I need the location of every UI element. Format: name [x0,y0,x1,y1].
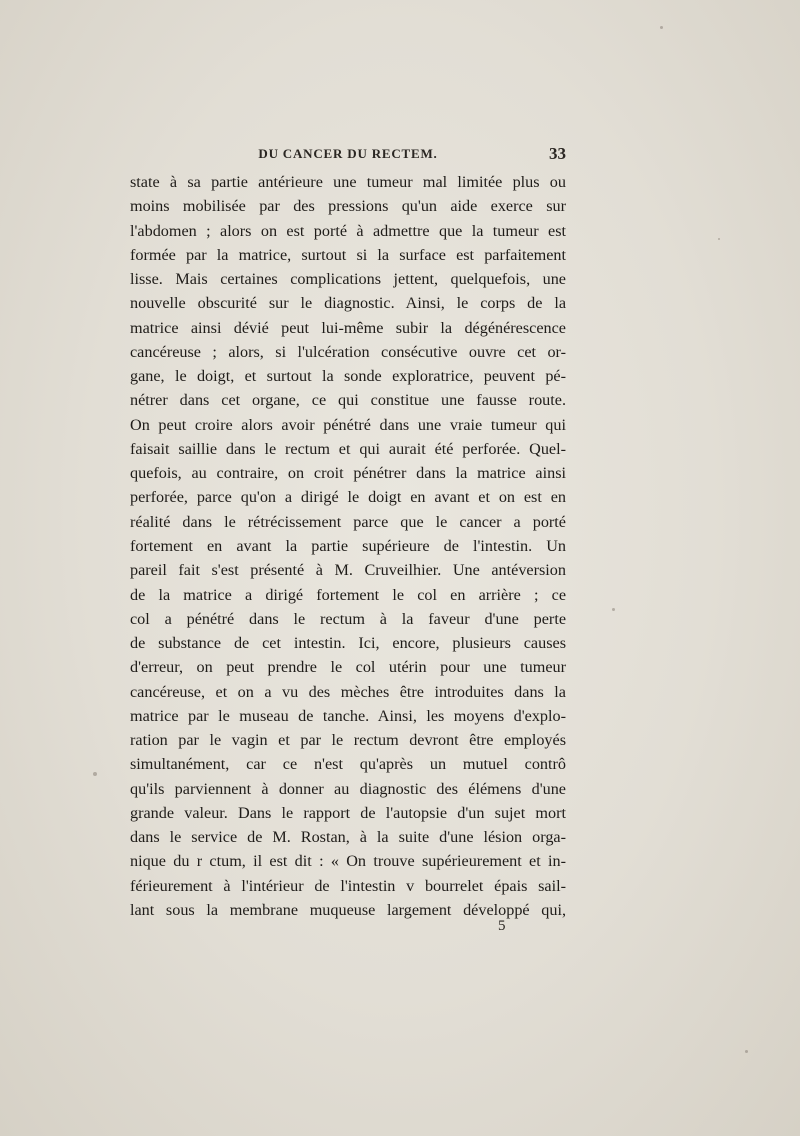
text-line: d'erreur, on peut prendre le col utérin pour une tumeur [130,658,566,677]
signature-mark: 5 [498,918,506,934]
paper-speck [745,1050,748,1053]
text-line: réalité dans le rétrécissement parce que le cancer a porté [130,512,566,531]
text-line: state à sa partie antérieure une tumeur mal limitée plus ou [130,173,566,191]
text-line: matrice par le museau de tanche. Ainsi, les moyens d'explo- [130,706,566,725]
text-line: perforée, parce qu'on a dirigé le doigt en avant et on est en [130,488,566,507]
running-title: DU CANCER DU RECTEM. [258,146,438,161]
page-number: 33 [549,144,566,163]
text-line: ration par le vagin et par le rectum devront être employés [130,731,566,750]
text-line: simultanément, car ce n'est qu'après un mutuel contrô [130,755,566,774]
text-line: fortement en avant la partie supérieure de l'intestin. Un [130,536,566,555]
text-line: lant sous la membrane muqueuse largement développé qui, [130,900,566,919]
running-head [130,146,566,164]
text-line: férieurement à l'intérieur de l'intestin v bourrelet épais sail- [130,876,566,895]
text-line: cancéreuse, et on a vu des mèches être introduites dans la [130,682,566,701]
text-line: cancéreuse ; alors, si l'ulcération consécutive ouvre cet or- [130,342,566,361]
text-line: moins mobilisée par des pressions qu'un aide exerce sur [130,197,566,216]
text-line: faisait saillie dans le rectum et qui aurait été perforée. Quel- [130,439,566,458]
paper-speck [612,608,615,611]
paper-speck [93,772,97,776]
text-line: On peut croire alors avoir pénétré dans une vraie tumeur qui [130,415,566,434]
text-line: grande valeur. Dans le rapport de l'autopsie d'un sujet mort [130,803,566,822]
text-line: lisse. Mais certaines complications jettent, quelquefois, une [130,270,566,289]
text-line: matrice ainsi dévié peut lui-même subir la dégénérescence [130,318,566,337]
paper-speck [718,238,720,240]
text-line: l'abdomen ; alors on est porté à admettre que la tumeur est [130,221,566,240]
text-line: nouvelle obscurité sur le diagnostic. Ainsi, le corps de la [130,294,566,313]
text-line: quefois, au contraire, on croit pénétrer dans la matrice ainsi [130,464,566,483]
text-line: nétrer dans cet organe, ce qui constitue une fausse route. [130,391,566,410]
text-line: formée par la matrice, surtout si la surface est parfaitement [130,245,566,264]
text-line: dans le service de M. Rostan, à la suite d'une lésion orga- [130,828,566,847]
text-line: nique du r ctum, il est dit : « On trouve supérieurement et in- [130,852,566,871]
text-line: de la matrice a dirigé fortement le col en arrière ; ce [130,585,566,604]
text-line: col a pénétré dans le rectum à la faveur d'une perte [130,609,566,628]
paper-speck [660,26,663,29]
body-text [130,170,566,922]
text-line: qu'ils parviennent à donner au diagnostic des élémens d'une [130,779,566,798]
text-line: gane, le doigt, et surtout la sonde exploratrice, peuvent pé- [130,367,566,386]
text-line: pareil fait s'est présenté à M. Cruveilhier. Une antéversion [130,561,566,580]
text-line: de substance de cet intestin. Ici, encore, plusieurs causes [130,634,566,653]
